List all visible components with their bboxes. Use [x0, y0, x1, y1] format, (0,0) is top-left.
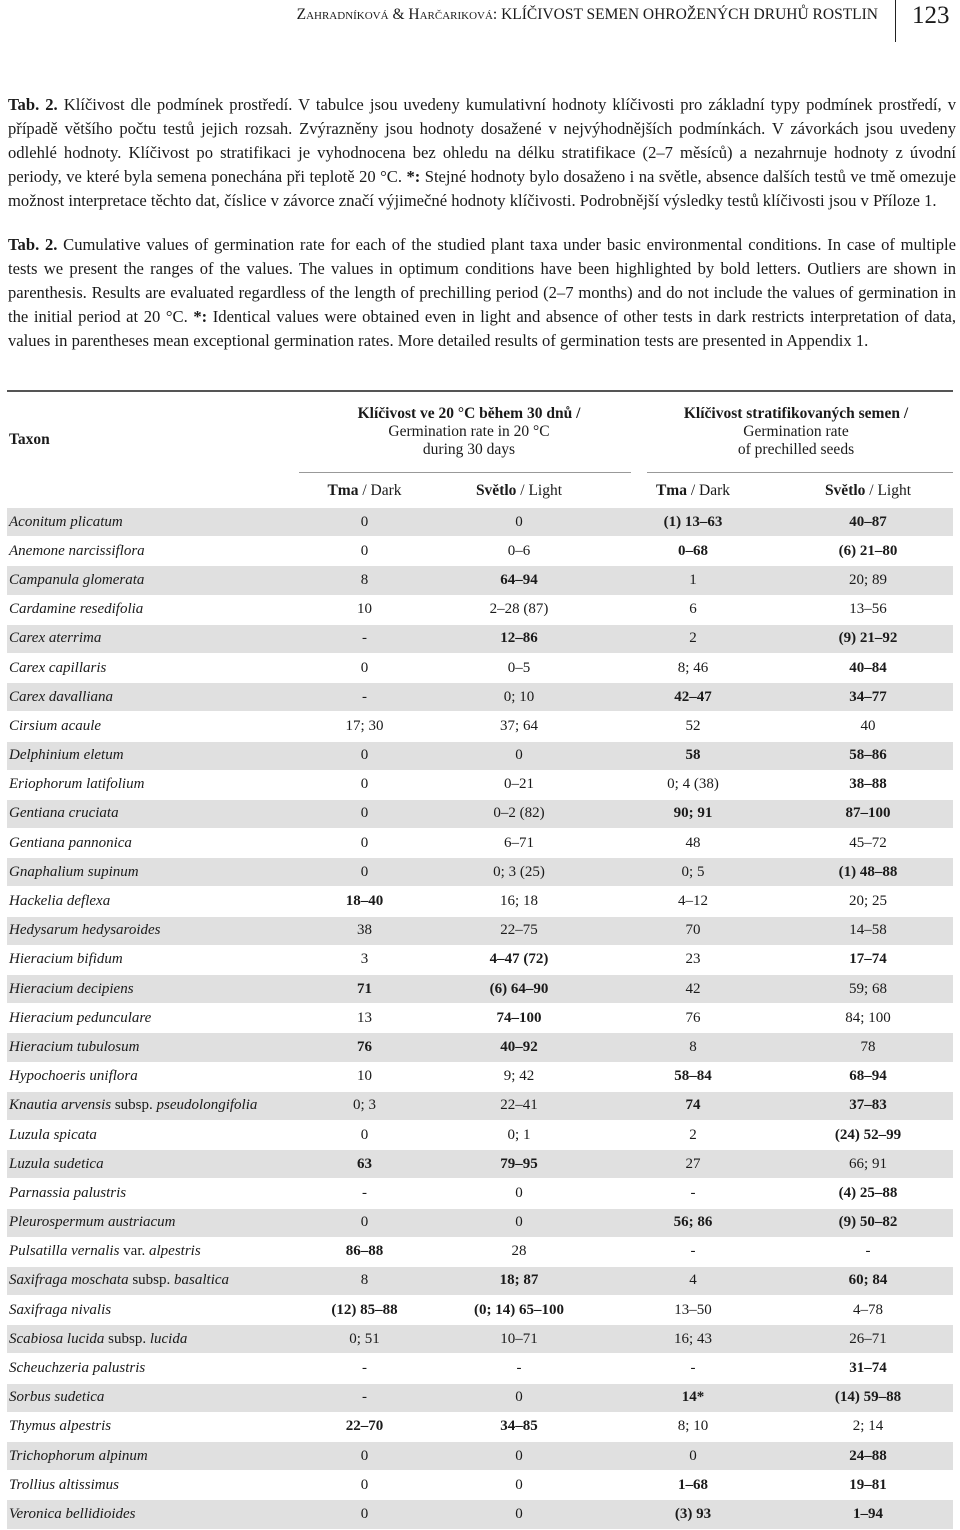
- article-title: KLÍČIVOST SEMEN OHROŽENÝCH DRUHŮ ROSTLIN: [501, 6, 878, 23]
- taxon-name: Hieracium bifidum: [9, 951, 123, 968]
- taxon-infraspecific: pseudolongifolia: [156, 1097, 258, 1114]
- value-cell: 0: [435, 1179, 603, 1208]
- group-title-en: of prechilled seeds: [737, 441, 855, 458]
- header-divider: [895, 0, 896, 42]
- value-cell: 0: [294, 1208, 435, 1237]
- value-cell: 10: [294, 1062, 435, 1091]
- subheader-light: [783, 482, 953, 500]
- value-cell: 0: [435, 1500, 603, 1529]
- value-cell: 10: [294, 595, 435, 624]
- value-cell: (14) 59–88: [783, 1383, 953, 1412]
- taxon-name: Cardamine resedifolia: [9, 601, 144, 618]
- value-cell: 76: [294, 1033, 435, 1062]
- value-cell: 1–68: [603, 1471, 783, 1500]
- value-cell: 9; 42: [435, 1062, 603, 1091]
- value-cell: 40–92: [435, 1033, 603, 1062]
- value-cell: -: [294, 1383, 435, 1412]
- value-cell: 34–85: [435, 1412, 603, 1441]
- value-cell: 8: [294, 1266, 435, 1295]
- taxon-name: Luzula sudetica: [9, 1155, 104, 1172]
- value-cell: 0: [603, 1442, 783, 1471]
- taxon-name: Campanula glomerata: [9, 571, 145, 588]
- taxon-cell: [7, 1179, 294, 1208]
- table-row: [7, 1237, 953, 1266]
- table-row: [7, 595, 953, 624]
- value-cell: 1–94: [783, 1500, 953, 1529]
- value-cell: 74: [603, 1091, 783, 1120]
- taxon-name: Gentiana pannonica: [9, 834, 132, 851]
- taxon-name: Hieracium tubulosum: [9, 1038, 140, 1055]
- table-row: [7, 537, 953, 566]
- taxon-cell: [7, 1471, 294, 1500]
- value-cell: -: [435, 1354, 603, 1383]
- value-cell: 13–50: [603, 1296, 783, 1325]
- subheader-en: / Dark: [358, 482, 402, 499]
- value-cell: 23: [603, 945, 783, 974]
- taxon-cell: [7, 624, 294, 653]
- taxon-cell: [7, 1296, 294, 1325]
- value-cell: 18–40: [294, 887, 435, 916]
- taxon-cell: [7, 1266, 294, 1295]
- value-cell: 4–12: [603, 887, 783, 916]
- table-row: [7, 566, 953, 595]
- value-cell: 27: [603, 1150, 783, 1179]
- table-row: [7, 887, 953, 916]
- table-row: [7, 799, 953, 828]
- value-cell: 4–47 (72): [435, 945, 603, 974]
- value-cell: 87–100: [783, 799, 953, 828]
- taxon-name: Scheuchzeria palustris: [9, 1360, 146, 1377]
- taxon-cell: [7, 741, 294, 770]
- taxon-rank: subsp.: [104, 1330, 150, 1347]
- value-cell: 2: [603, 624, 783, 653]
- taxon-infraspecific: alpestris: [149, 1243, 201, 1260]
- group-title-en: Germination rate: [743, 423, 849, 440]
- taxon-cell: [7, 1208, 294, 1237]
- group-underline: [299, 472, 631, 473]
- group-title-en: during 30 days: [422, 441, 516, 458]
- value-cell: 40–84: [783, 653, 953, 682]
- taxon-cell: [7, 1442, 294, 1471]
- taxon-name: Eriophorum latifolium: [9, 776, 145, 793]
- value-cell: 8; 46: [603, 653, 783, 682]
- value-cell: 26–71: [783, 1325, 953, 1354]
- value-cell: 17–74: [783, 945, 953, 974]
- value-cell: 0–5: [435, 653, 603, 682]
- value-cell: 45–72: [783, 829, 953, 858]
- value-cell: 58–84: [603, 1062, 783, 1091]
- value-cell: (12) 85–88: [294, 1296, 435, 1325]
- value-cell: 12–86: [435, 624, 603, 653]
- value-cell: 74–100: [435, 1004, 603, 1033]
- value-cell: 3: [294, 945, 435, 974]
- taxon-infraspecific: basaltica: [174, 1272, 230, 1289]
- value-cell: 31–74: [783, 1354, 953, 1383]
- taxon-cell: [7, 508, 294, 537]
- table-body: [7, 508, 953, 1529]
- value-cell: 2; 14: [783, 1412, 953, 1441]
- table-row: [7, 975, 953, 1004]
- taxon-name: Hieracium pedunculare: [9, 1009, 152, 1026]
- value-cell: 0–21: [435, 770, 603, 799]
- taxon-name: Thymus alpestris: [9, 1418, 112, 1435]
- value-cell: 0–68: [603, 537, 783, 566]
- value-cell: -: [603, 1179, 783, 1208]
- value-cell: (24) 52–99: [783, 1120, 953, 1149]
- taxon-name: Trichophorum alpinum: [9, 1447, 148, 1464]
- value-cell: 28: [435, 1237, 603, 1266]
- value-cell: (9) 21–92: [783, 624, 953, 653]
- value-cell: 0: [294, 1500, 435, 1529]
- table-header: [7, 392, 953, 510]
- caption-label: Tab. 2.: [8, 235, 58, 254]
- value-cell: 0: [294, 829, 435, 858]
- table-row: [7, 741, 953, 770]
- value-cell: 63: [294, 1150, 435, 1179]
- taxon-cell: [7, 595, 294, 624]
- table-row: [7, 624, 953, 653]
- taxon-cell: [7, 858, 294, 887]
- value-cell: 0–6: [435, 537, 603, 566]
- table-row: [7, 508, 953, 537]
- taxon-cell: [7, 683, 294, 712]
- value-cell: 0: [294, 799, 435, 828]
- value-cell: 0; 5: [603, 858, 783, 887]
- running-title: Zahradníková & Harčariková: KLÍČIVOST SEMEN OHROŽENÝCH DRUHŮ ROSTLIN: [296, 6, 878, 23]
- value-cell: 13: [294, 1004, 435, 1033]
- taxon-cell: [7, 537, 294, 566]
- value-cell: 0: [294, 653, 435, 682]
- value-cell: 76: [603, 1004, 783, 1033]
- value-cell: 0: [294, 537, 435, 566]
- caption-label: Tab. 2.: [8, 95, 58, 114]
- value-cell: 8; 10: [603, 1412, 783, 1441]
- subheader-cz: Tma: [655, 482, 687, 499]
- table-row: [7, 1383, 953, 1412]
- group-title-cz: Klíčivost ve 20 °C během 30 dnů /: [357, 405, 581, 422]
- page-number: 123: [912, 2, 950, 29]
- value-cell: 0: [294, 770, 435, 799]
- taxon-cell: [7, 653, 294, 682]
- value-cell: 0: [294, 858, 435, 887]
- value-cell: 71: [294, 975, 435, 1004]
- taxon-rank: subsp.: [128, 1272, 175, 1289]
- value-cell: 66; 91: [783, 1150, 953, 1179]
- value-cell: -: [294, 624, 435, 653]
- value-cell: (4) 25–88: [783, 1179, 953, 1208]
- taxon-cell: [7, 1004, 294, 1033]
- taxon-name: Scabiosa lucida: [9, 1330, 105, 1347]
- table-row: [7, 916, 953, 945]
- value-cell: 17; 30: [294, 712, 435, 741]
- taxon-name: Sorbus sudetica: [9, 1389, 105, 1406]
- taxon-name: Hieracium decipiens: [9, 980, 134, 997]
- taxon-cell: [7, 799, 294, 828]
- table-row: [7, 1208, 953, 1237]
- taxon-name: Hypochoeris uniflora: [9, 1068, 138, 1085]
- value-cell: 0; 4 (38): [603, 770, 783, 799]
- value-cell: 20; 25: [783, 887, 953, 916]
- value-cell: 8: [294, 566, 435, 595]
- caption-text: Identical values were obtained even in light and absence of other tests in dark restricts interpretation of data, values in parentheses mean exceptional germination rates. More detailed results of germination tests are presented in Appendix 1.: [8, 307, 956, 350]
- value-cell: (1) 13–63: [603, 508, 783, 537]
- taxon-name: Saxifraga moschata: [9, 1272, 129, 1289]
- caption-text: Klíčivost dle podmínek prostředí. V tabulce jsou uvedeny kumulativní hodnoty klíčivosti pro základní typy podmínek prostředí, v případě většího počtu testů jejich rozsah. Zvýrazněny jsou hodnoty dosažené v nejvýhodnějších podmínkách. V závorkách jsou uvedeny odlehlé hodnoty. Klíčivost po stratifikaci je vyhodnocena bez ohledu na délku stratifikace (2–7 měsíců) a nezahrnuje hodnoty z úvodní periody, ve které byla semena ponechána při teplotě 20 °C.: [8, 95, 956, 186]
- value-cell: -: [294, 683, 435, 712]
- table-row: [7, 1120, 953, 1149]
- value-cell: 0: [435, 741, 603, 770]
- taxon-name: Cirsium acaule: [9, 717, 102, 734]
- group-header-20c: [299, 405, 639, 459]
- value-cell: 20; 89: [783, 566, 953, 595]
- subheader-en: / Dark: [686, 482, 731, 499]
- value-cell: 4–78: [783, 1296, 953, 1325]
- table-row: [7, 945, 953, 974]
- taxon-name: Hackelia deflexa: [9, 893, 111, 910]
- value-cell: 0; 51: [294, 1325, 435, 1354]
- taxon-cell: [7, 770, 294, 799]
- taxon-cell: [7, 945, 294, 974]
- table-row: [7, 1179, 953, 1208]
- value-cell: 2: [603, 1120, 783, 1149]
- group-underline: [647, 472, 953, 473]
- value-cell: 0: [294, 1442, 435, 1471]
- value-cell: 0: [435, 1442, 603, 1471]
- value-cell: -: [603, 1237, 783, 1266]
- taxon-name: Trollius altissimus: [9, 1476, 119, 1493]
- taxon-cell: [7, 1062, 294, 1091]
- taxon-rank: var.: [119, 1243, 149, 1260]
- value-cell: 14*: [603, 1383, 783, 1412]
- group-title-cz: Klíčivost stratifikovaných semen /: [683, 405, 909, 422]
- taxon-cell: [7, 1150, 294, 1179]
- value-cell: 42–47: [603, 683, 783, 712]
- value-cell: 34–77: [783, 683, 953, 712]
- value-cell: 58: [603, 741, 783, 770]
- taxon-cell: [7, 1091, 294, 1120]
- table-row: [7, 1354, 953, 1383]
- value-cell: 2–28 (87): [435, 595, 603, 624]
- taxon-name: Aconitum plicatum: [9, 513, 123, 530]
- taxon-name: Pulsatilla vernalis: [9, 1243, 120, 1260]
- value-cell: -: [603, 1354, 783, 1383]
- table-row: [7, 1412, 953, 1441]
- table-row: [7, 1062, 953, 1091]
- value-cell: 13–56: [783, 595, 953, 624]
- taxon-cell: [7, 1325, 294, 1354]
- value-cell: 0: [435, 1471, 603, 1500]
- value-cell: 10–71: [435, 1325, 603, 1354]
- taxon-name: Carex capillaris: [9, 659, 107, 676]
- value-cell: 0; 3 (25): [435, 858, 603, 887]
- group-title-en: Germination rate in 20 °C: [388, 423, 550, 440]
- table-row: [7, 1091, 953, 1120]
- authors: Zahradníková & Harčariková: [296, 6, 493, 23]
- value-cell: 16; 43: [603, 1325, 783, 1354]
- table-row: [7, 829, 953, 858]
- value-cell: 59; 68: [783, 975, 953, 1004]
- taxon-name: Pleurospermum austriacum: [9, 1214, 176, 1231]
- subheader-light: [435, 482, 603, 500]
- caption-star: *:: [193, 307, 208, 326]
- value-cell: (6) 64–90: [435, 975, 603, 1004]
- taxon-name: Saxifraga nivalis: [9, 1301, 112, 1318]
- value-cell: 40: [783, 712, 953, 741]
- table-row: [7, 1004, 953, 1033]
- taxon-cell: [7, 1412, 294, 1441]
- taxon-name: Gentiana cruciata: [9, 805, 119, 822]
- value-cell: 84; 100: [783, 1004, 953, 1033]
- table-row: [7, 712, 953, 741]
- value-cell: 0: [294, 508, 435, 537]
- table-caption-english: [8, 233, 956, 353]
- value-cell: 86–88: [294, 1237, 435, 1266]
- table-row: [7, 1033, 953, 1062]
- taxon-cell: [7, 566, 294, 595]
- taxon-cell: [7, 887, 294, 916]
- value-cell: 0; 10: [435, 683, 603, 712]
- caption-text: Stejné hodnoty bylo dosaženo i na světle, absence dalších testů ve tmě omezuje možnost interpretace těchto dat, číslice v závorce značí výjimečné hodnoty klíčivosti. Podrobnější výsledky testů klíčivosti jsou v Příloze 1.: [8, 167, 957, 210]
- taxon-cell: [7, 1033, 294, 1062]
- value-cell: -: [294, 1179, 435, 1208]
- value-cell: 24–88: [783, 1442, 953, 1471]
- taxon-cell: [7, 829, 294, 858]
- value-cell: (9) 50–82: [783, 1208, 953, 1237]
- taxon-cell: [7, 1500, 294, 1529]
- value-cell: 42: [603, 975, 783, 1004]
- value-cell: 37; 64: [435, 712, 603, 741]
- caption-star: *:: [406, 167, 421, 186]
- value-cell: -: [294, 1354, 435, 1383]
- taxon-cell: [7, 712, 294, 741]
- page-header: [0, 0, 960, 48]
- taxon-name: Carex aterrima: [9, 630, 102, 647]
- value-cell: 0; 3: [294, 1091, 435, 1120]
- subheader-en: / Light: [865, 482, 912, 499]
- value-cell: (0; 14) 65–100: [435, 1296, 603, 1325]
- table-caption-czech: [8, 93, 956, 213]
- subheader-cz: Tma: [327, 482, 359, 499]
- value-cell: -: [783, 1237, 953, 1266]
- taxon-name: Luzula spicata: [9, 1126, 97, 1143]
- caption-text: Cumulative values of germination rate for each of the studied plant taxa under basic environmental conditions. In case of multiple tests we present the ranges of the values. The values in optimum conditions have been highlighted by bold letters. Outliers are shown in parenthesis. Results are evaluated regardless of the length of prechilling period (2–7 months) and do not include the values of germination in the initial period at 20 °C.: [8, 235, 956, 326]
- table-row: [7, 1266, 953, 1295]
- group-header-prechilled: [639, 405, 953, 459]
- taxon-cell: [7, 916, 294, 945]
- taxon-cell: [7, 1383, 294, 1412]
- value-cell: 6: [603, 595, 783, 624]
- subheader-en: / Light: [516, 482, 563, 499]
- value-cell: 0: [294, 1471, 435, 1500]
- value-cell: 56; 86: [603, 1208, 783, 1237]
- subheader-dark: [294, 482, 435, 500]
- table-row: [7, 1150, 953, 1179]
- table-row: [7, 653, 953, 682]
- table-row: [7, 770, 953, 799]
- germination-table: [7, 508, 953, 1530]
- value-cell: (1) 48–88: [783, 858, 953, 887]
- value-cell: 0: [435, 1208, 603, 1237]
- value-cell: 6–71: [435, 829, 603, 858]
- value-cell: 78: [783, 1033, 953, 1062]
- table-row: [7, 858, 953, 887]
- taxon-name: Gnaphalium supinum: [9, 863, 139, 880]
- table-row: [7, 683, 953, 712]
- value-cell: 0: [294, 741, 435, 770]
- value-cell: 0: [294, 1120, 435, 1149]
- table-row: [7, 1442, 953, 1471]
- value-cell: 0–2 (82): [435, 799, 603, 828]
- subheader-cz: Světlo: [824, 482, 866, 499]
- value-cell: 52: [603, 712, 783, 741]
- taxon-name: Veronica bellidioides: [9, 1505, 136, 1522]
- value-cell: 60; 84: [783, 1266, 953, 1295]
- value-cell: 4: [603, 1266, 783, 1295]
- taxon-infraspecific: lucida: [149, 1330, 188, 1347]
- value-cell: 8: [603, 1033, 783, 1062]
- value-cell: 38: [294, 916, 435, 945]
- table-row: [7, 1471, 953, 1500]
- taxon-cell: [7, 1120, 294, 1149]
- value-cell: 68–94: [783, 1062, 953, 1091]
- value-cell: 19–81: [783, 1471, 953, 1500]
- taxon-name: Knautia arvensis: [9, 1097, 112, 1114]
- subheader-dark: [603, 482, 783, 500]
- value-cell: 37–83: [783, 1091, 953, 1120]
- value-cell: 14–58: [783, 916, 953, 945]
- value-cell: 38–88: [783, 770, 953, 799]
- taxon-cell: [7, 1237, 294, 1266]
- value-cell: 70: [603, 916, 783, 945]
- value-cell: 64–94: [435, 566, 603, 595]
- value-cell: 40–87: [783, 508, 953, 537]
- value-cell: 22–70: [294, 1412, 435, 1441]
- taxon-name: Anemone narcissiflora: [9, 542, 145, 559]
- value-cell: 79–95: [435, 1150, 603, 1179]
- taxon-header: Taxon: [9, 431, 50, 448]
- value-cell: (6) 21–80: [783, 537, 953, 566]
- value-cell: (3) 93: [603, 1500, 783, 1529]
- taxon-rank: subsp.: [111, 1097, 157, 1114]
- value-cell: 22–75: [435, 916, 603, 945]
- value-cell: 22–41: [435, 1091, 603, 1120]
- value-cell: 0: [435, 508, 603, 537]
- value-cell: 1: [603, 566, 783, 595]
- taxon-name: Parnassia palustris: [9, 1184, 127, 1201]
- table-row: [7, 1296, 953, 1325]
- taxon-name: Hedysarum hedysaroides: [9, 922, 161, 939]
- value-cell: 0; 1: [435, 1120, 603, 1149]
- value-cell: 18; 87: [435, 1266, 603, 1295]
- table-row: [7, 1325, 953, 1354]
- taxon-cell: [7, 975, 294, 1004]
- taxon-name: Delphinium eletum: [9, 747, 124, 764]
- value-cell: 16; 18: [435, 887, 603, 916]
- value-cell: 48: [603, 829, 783, 858]
- value-cell: 90; 91: [603, 799, 783, 828]
- value-cell: 0: [435, 1383, 603, 1412]
- subheader-cz: Světlo: [475, 482, 517, 499]
- table-row: [7, 1500, 953, 1529]
- taxon-cell: [7, 1354, 294, 1383]
- value-cell: 58–86: [783, 741, 953, 770]
- taxon-name: Carex davalliana: [9, 688, 114, 705]
